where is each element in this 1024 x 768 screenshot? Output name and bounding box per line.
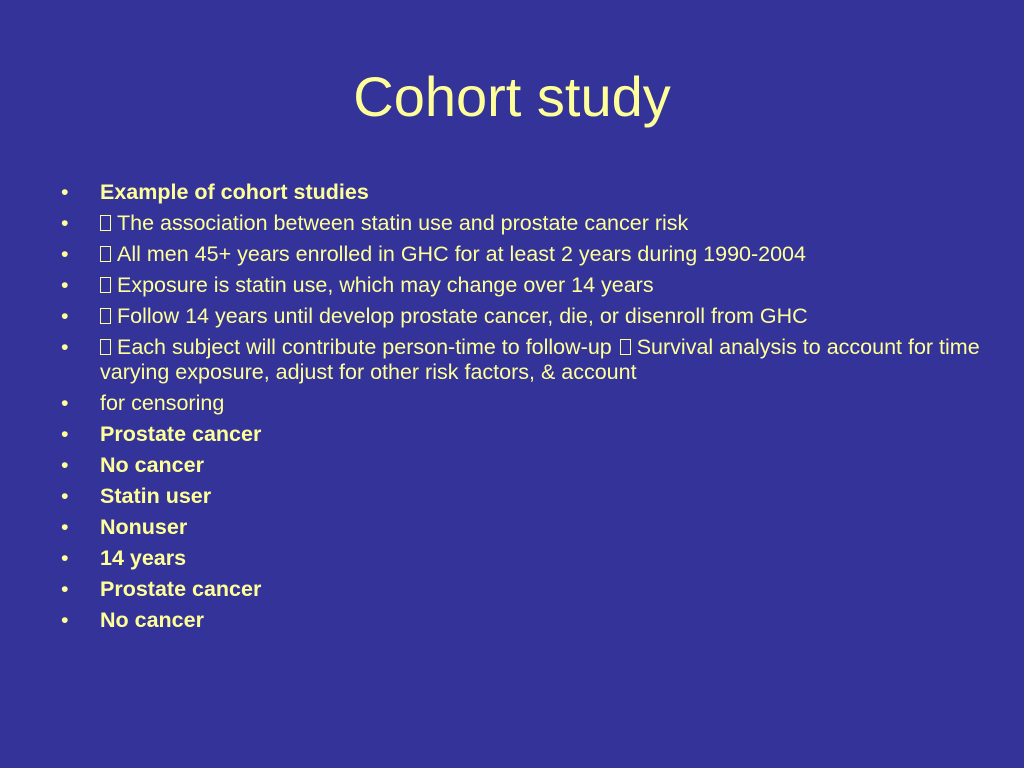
bullet-content: The association between statin use and prostate cancer risk <box>117 211 689 235</box>
bullet-text <box>100 304 986 329</box>
bullet-text <box>100 273 986 298</box>
bullet-dot: • <box>61 453 69 477</box>
slide-title: Cohort study <box>353 65 671 128</box>
bullet-text: No cancer <box>100 608 204 632</box>
bullet-text: Prostate cancer <box>100 577 262 601</box>
list-item <box>56 515 986 540</box>
bullet-text: Statin user <box>100 484 212 508</box>
bullet-text: 14 years <box>100 546 187 570</box>
bullet-dot: • <box>61 211 69 235</box>
bullet-text: Prostate cancer <box>100 422 262 446</box>
bullet-dot: • <box>61 242 69 266</box>
bullet-dot: • <box>61 335 69 359</box>
bullet-text <box>100 335 986 385</box>
list-item <box>56 242 986 267</box>
list-item <box>56 180 986 205</box>
bullet-dot: • <box>61 422 69 446</box>
bullet-dot: • <box>61 484 69 508</box>
box-glyph-icon <box>100 215 111 231</box>
list-item <box>56 608 986 633</box>
list-item <box>56 484 986 509</box>
box-glyph-icon <box>100 277 111 293</box>
box-glyph-icon <box>100 308 111 324</box>
list-item <box>56 391 986 416</box>
list-item <box>56 453 986 478</box>
bullet-text: Example of cohort studies <box>100 180 369 204</box>
bullet-dot: • <box>61 304 69 328</box>
bullet-content-after: Survival analysis to account for time varying exposure, adjust for other risk factors, & account <box>100 335 980 384</box>
list-item <box>56 211 986 236</box>
bullet-text <box>100 211 986 236</box>
bullet-text: No cancer <box>100 453 204 477</box>
bullet-dot: • <box>61 180 69 204</box>
list-item <box>56 577 986 602</box>
bullet-text: for censoring <box>100 391 225 415</box>
list-item <box>56 546 986 571</box>
bullet-content: All men 45+ years enrolled in GHC for at least 2 years during 1990-2004 <box>117 242 806 266</box>
bullet-list <box>56 180 986 639</box>
bullet-text: Nonuser <box>100 515 188 539</box>
bullet-dot: • <box>61 608 69 632</box>
list-item <box>56 422 986 447</box>
box-glyph-icon <box>620 339 631 355</box>
bullet-content-before: Each subject will contribute person-time to follow-up <box>117 335 612 359</box>
bullet-content: Exposure is statin use, which may change over 14 years <box>117 273 654 297</box>
box-glyph-icon <box>100 339 111 355</box>
bullet-text <box>100 242 986 267</box>
bullet-dot: • <box>61 515 69 539</box>
list-item <box>56 335 986 385</box>
list-item <box>56 273 986 298</box>
list-item <box>56 304 986 329</box>
box-glyph-icon <box>100 246 111 262</box>
bullet-dot: • <box>61 577 69 601</box>
bullet-dot: • <box>61 391 69 415</box>
bullet-dot: • <box>61 546 69 570</box>
bullet-dot: • <box>61 273 69 297</box>
bullet-content: Follow 14 years until develop prostate cancer, die, or disenroll from GHC <box>117 304 808 328</box>
